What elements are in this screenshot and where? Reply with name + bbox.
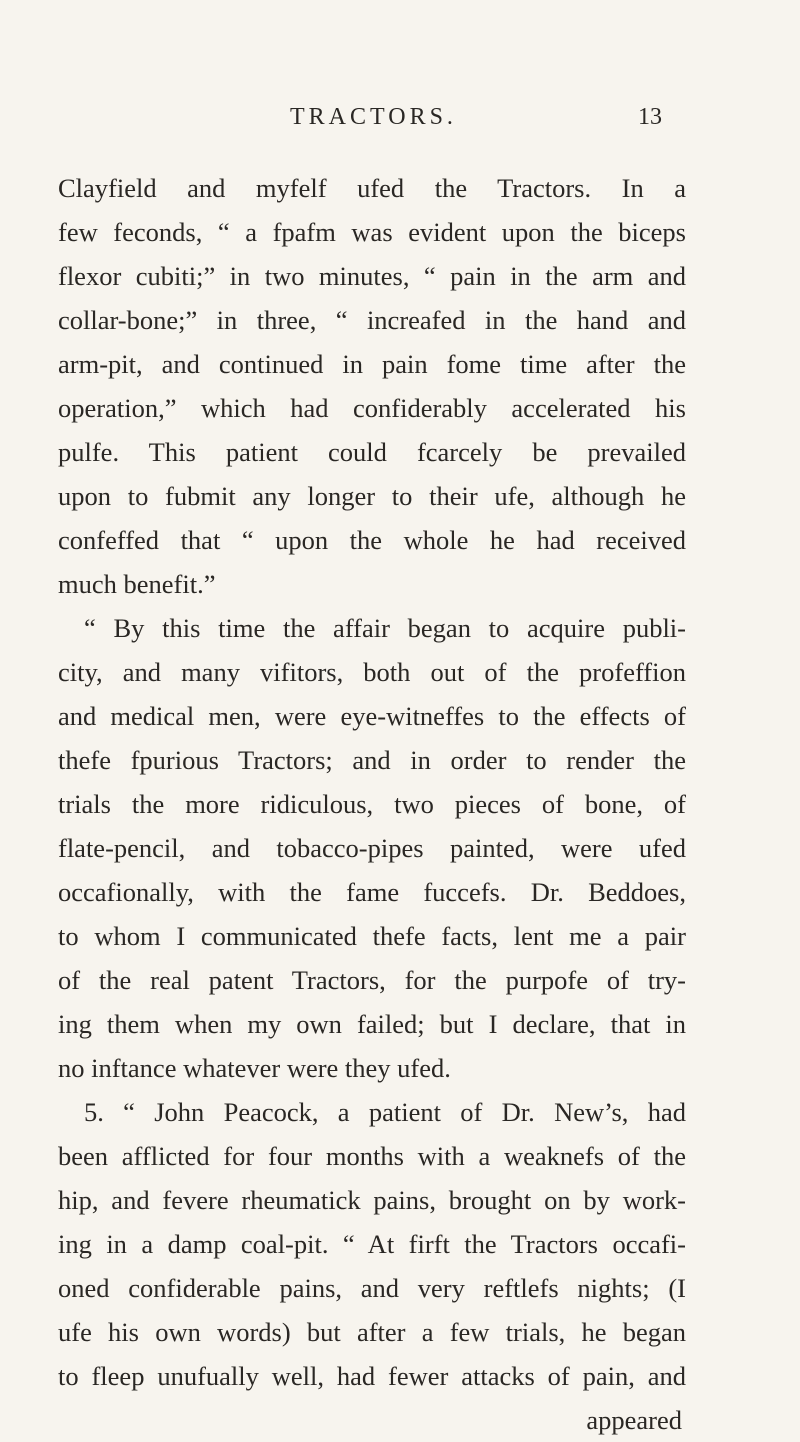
text-line: ing in a damp coal-pit. “ At firft the Tractors occafi-: [58, 1229, 686, 1259]
catchword: appeared: [586, 1405, 682, 1435]
text-line: to fleep unufually well, had fewer attacks of pain, and: [58, 1361, 686, 1391]
text-line: flate-pencil, and tobacco-pipes painted, were ufed: [58, 833, 686, 863]
page-number: 13: [638, 104, 662, 130]
text-line: ufe his own words) but after a few trials, he began: [58, 1317, 686, 1347]
text-line: been afflicted for four months with a weaknefs of the: [58, 1141, 686, 1171]
text-line: collar-bone;” in three, “ increafed in the hand and: [58, 305, 686, 335]
text-line: city, and many vifitors, both out of the profeffion: [58, 657, 686, 687]
text-line: arm-pit, and continued in pain fome time after the: [58, 349, 686, 379]
text-line: no inftance whatever were they ufed.: [58, 1053, 451, 1083]
text-line: ing them when my own failed; but I declare, that in: [58, 1009, 686, 1039]
text-line: 5. “ John Peacock, a patient of Dr. New’s, had: [84, 1097, 686, 1127]
text-line: oned confiderable pains, and very reftlefs nights; (I: [58, 1273, 686, 1303]
running-head: TRACTORS.: [290, 104, 457, 130]
text-line: “ By this time the affair began to acquire publi-: [84, 613, 686, 643]
page-header: [0, 104, 800, 144]
body-text: [58, 166, 686, 1442]
text-line: operation,” which had confiderably accelerated his: [58, 393, 686, 423]
text-line: thefe fpurious Tractors; and in order to render the: [58, 745, 686, 775]
text-line: much benefit.”: [58, 569, 216, 599]
text-line: Clayfield and myfelf ufed the Tractors. In a: [58, 173, 686, 203]
text-line: to whom I communicated thefe facts, lent me a pair: [58, 921, 686, 951]
text-line: few feconds, “ a fpafm was evident upon the biceps: [58, 217, 686, 247]
text-line: flexor cubiti;” in two minutes, “ pain in the arm and: [58, 261, 686, 291]
text-line: of the real patent Tractors, for the purpofe of try-: [58, 965, 686, 995]
text-line: hip, and fevere rheumatick pains, brought on by work-: [58, 1185, 686, 1215]
text-line: and medical men, were eye-witneffes to the effects of: [58, 701, 686, 731]
text-line: confeffed that “ upon the whole he had received: [58, 525, 686, 555]
text-line: pulfe. This patient could fcarcely be prevailed: [58, 437, 686, 467]
text-line: trials the more ridiculous, two pieces of bone, of: [58, 789, 686, 819]
text-line: occafionally, with the fame fuccefs. Dr. Beddoes,: [58, 877, 686, 907]
text-line: upon to fubmit any longer to their ufe, although he: [58, 481, 686, 511]
